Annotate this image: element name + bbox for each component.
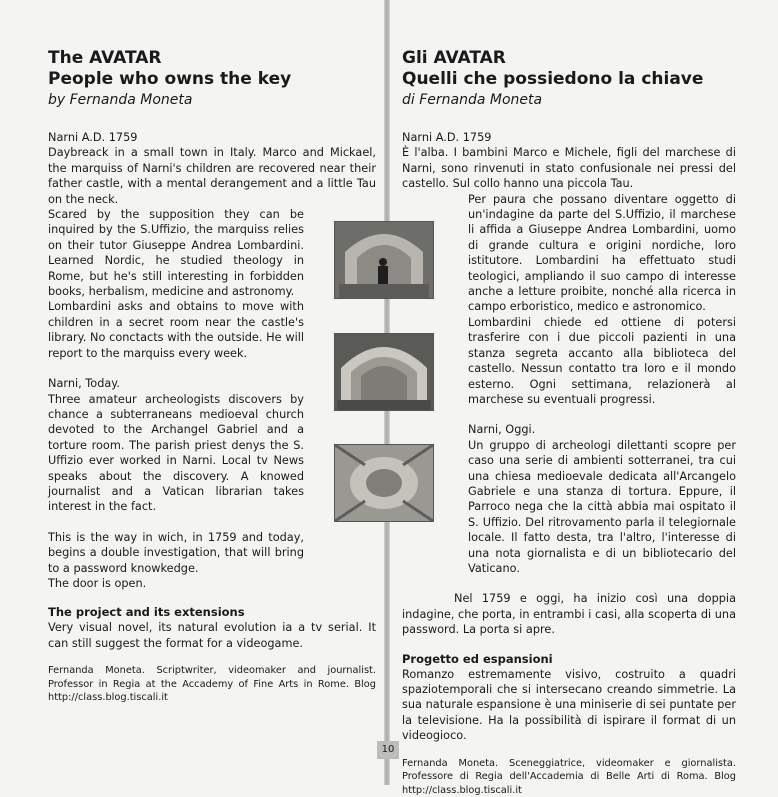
- english-author-bio: Fernanda Moneta. Scriptwriter, videomaker and journalist. Professor in Regia at the Accademy of Fine Arts in Rome. Blog http://class.blog.tiscali.it: [48, 665, 376, 704]
- english-paragraph-investigation: This is the way in wich, in 1759 and today, begins a double investigation, that will bring to a password knowkedge.: [48, 530, 304, 575]
- italian-place-1759: Narni A.D. 1759: [402, 131, 492, 144]
- english-paragraph-lombardini: Lombardini asks and obtains to move with children in a secret room near the castle's library. No conctacts with the outside. He will report to the marquiss every week.: [48, 300, 304, 360]
- english-project-heading: The project and its extensions: [48, 605, 245, 620]
- english-byline: by Fernanda Moneta: [48, 92, 193, 108]
- italian-title-line2: Quelli che possiedono la chiave: [402, 69, 704, 89]
- italian-column: [402, 48, 736, 797]
- page-number: 10: [377, 741, 399, 759]
- english-place-1759: Narni A.D. 1759: [48, 131, 138, 144]
- english-paragraph-archeologists: Three amateur archeologists discovers by chance a subterraneans medioeval church devoted to the Archangel Gabriel and a torture room. The parish priest denys the S. Uffizio ever worked in Narni. Local tv News speaks about the discovery. A knowed journalist and a Vatican librarian takes interest in the fact.: [48, 392, 304, 514]
- italian-paragraph-indagine: Nel 1759 e oggi, ha inizio così una doppia indagine, che porta, in entrambi i casi, alla scoperta di una password. La porta si apre.: [402, 592, 736, 637]
- english-title-line1: The AVATAR: [48, 48, 162, 68]
- english-paragraph-scared: Scared by the supposition they can be inquired by the S.Uffizio, the marquiss relies on their tutor Giuseppe Andrea Lombardini. Learned Nordic, he studied theology in Rome, but he's still interesting in forbidden books, herbalism, medicine and astronomy.: [48, 208, 304, 299]
- italian-project-heading: Progetto ed espansioni: [402, 651, 553, 666]
- italian-paragraph-alba: È l'alba. I bambini Marco e Michele, figli del marchese di Narni, sono rinvenuti in stato confusionale nei pressi del castello. Sul collo hanno una piccola Tau.: [402, 146, 736, 191]
- italian-project-text: Romanzo estremamente visivo, costruito a quadri spaziotemporali che si intersecano creando simmetrie. La sua naturale espansione è una miniserie di sei puntate per la televisione. Ha la possibilità di ispirare il format di un videogioco.: [402, 667, 736, 743]
- italian-paragraph-paura: Per paura che possano diventare oggetto di un'indagine da parte del S.Uffizio, il marchese li affida a Giuseppe Andrea Lombardini, uomo di grande cultura e origini nordiche, loro istitutore. Lombardini ha effettuato studi teologici, ampliando il suo campo di interesse anche a letture proibite, nonché alla ricerca in campo erboristico, medico e astronomico.: [468, 192, 736, 314]
- italian-place-oggi: Narni, Oggi.: [468, 423, 536, 437]
- italian-byline: di Fernanda Moneta: [402, 92, 543, 108]
- english-column: [48, 48, 376, 705]
- english-paragraph-daybreak: Daybreack in a small town in Italy. Marco and Mickael, the marquiss of Narni's children are recovered near their father castle, with a mental derangement and a little Tau on the neck.: [48, 146, 376, 206]
- english-door-open: The door is open.: [48, 576, 147, 590]
- english-project-text: Very visual novel, its natural evolution ia a tv serial. It can still suggest the format for a videogame.: [48, 621, 376, 650]
- english-place-today: Narni, Today.: [48, 377, 120, 391]
- italian-paragraph-archeologi: Un gruppo di archeologi dilettanti scopre per caso una serie di ambienti sotterranei, tra cui una chiesa medioevale dedicata all'Arcangelo Gabriele e una stanza di tortura. Eppure, il Parroco nega che la città abbia mai ospitato il S. Uffizio. Del ritrovamento parla il telegiornale locale. Il fatto desta, tra l'altro, l'interesse di una nota giornalista e di un bibliotecario del Vaticano.: [468, 438, 736, 575]
- italian-paragraph-lombardini: Lombardini chiede ed ottiene di potersi trasferire con i due piccoli pazienti in una stanza segreta accanto alla biblioteca del castello. Nessun contatto tra loro e il mondo esterno. Ogni settimana, relazionerà al marchese su eventuali progressi.: [468, 315, 736, 406]
- english-title-line2: People who owns the key: [48, 69, 292, 89]
- italian-title-line1: Gli AVATAR: [402, 48, 506, 68]
- italian-author-bio: Fernanda Moneta. Sceneggiatrice, videomaker e giornalista. Professore di Regia dell'Accademia di Belle Arti di Roma. Blog http://class.blog.tiscali.it: [402, 757, 736, 796]
